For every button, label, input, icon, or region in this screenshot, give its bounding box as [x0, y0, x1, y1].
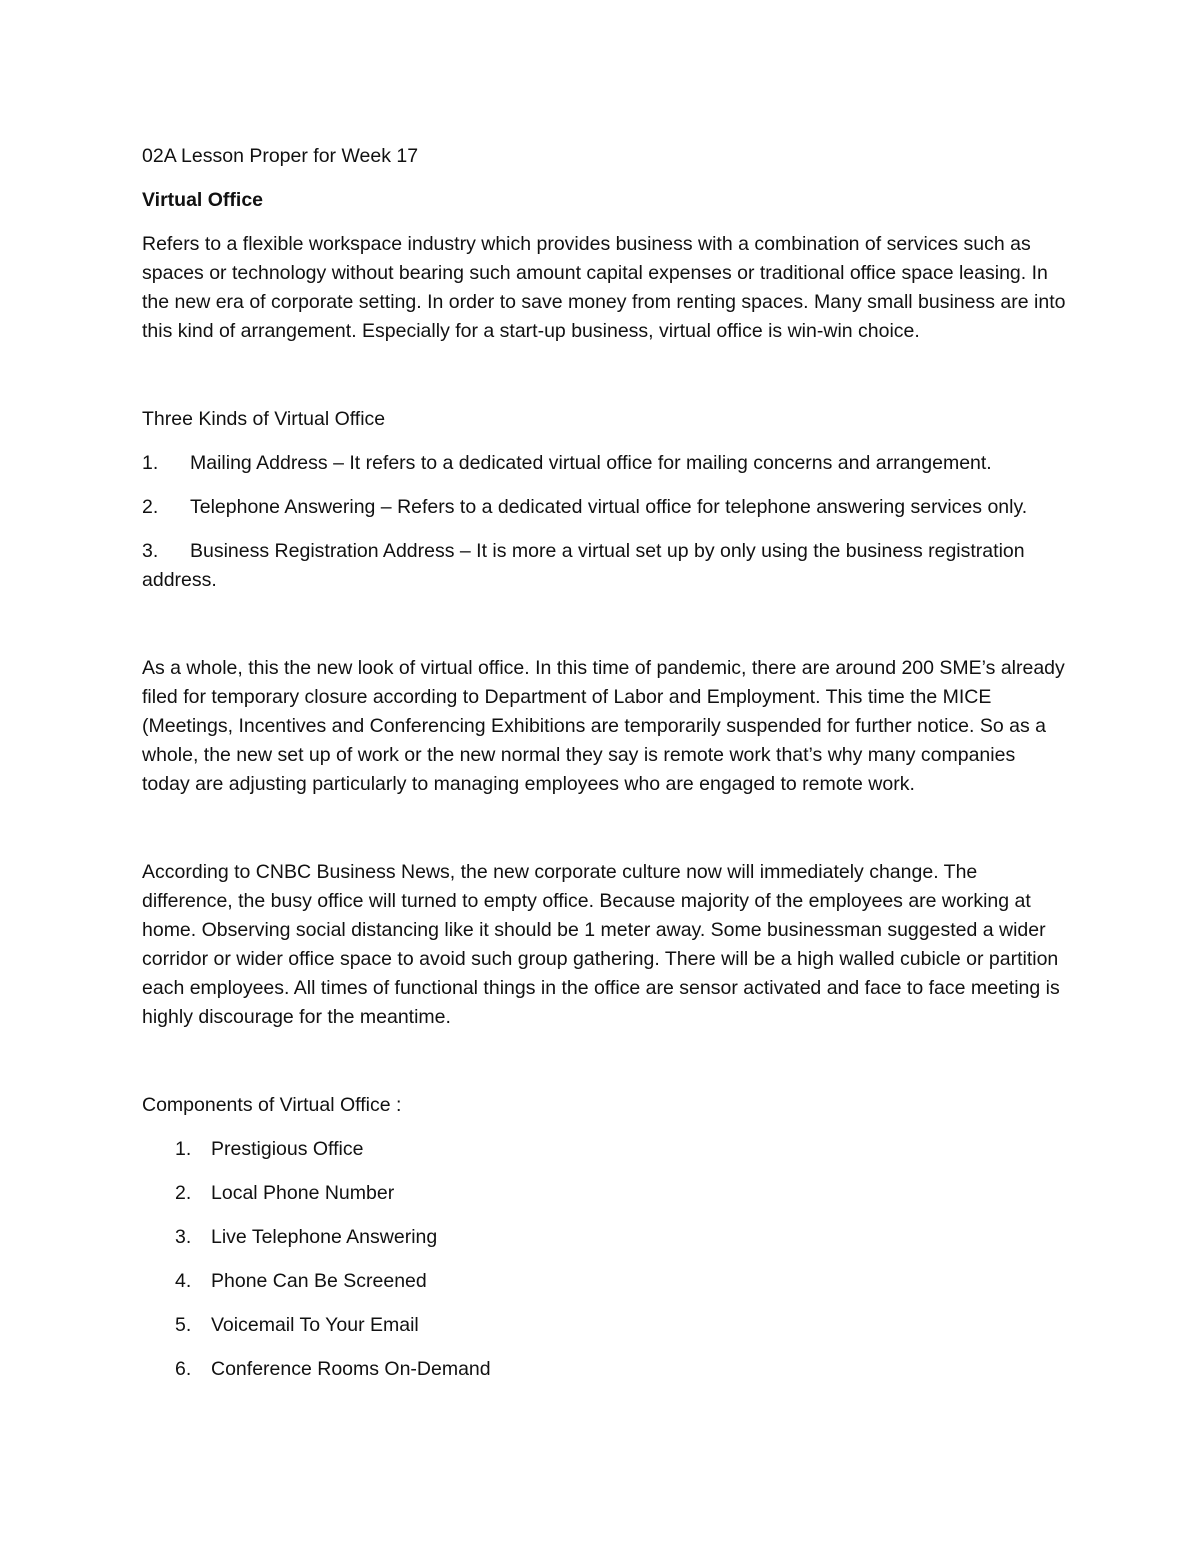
list-item [175, 1267, 1067, 1296]
list-item [142, 537, 1067, 595]
list-item [175, 1179, 1067, 1208]
list-number: 1. [175, 1138, 192, 1160]
spacer [142, 610, 1067, 654]
section-heading: Virtual Office [142, 189, 264, 211]
list-text: Phone Can Be Screened [211, 1270, 427, 1292]
list-text: Conference Rooms On-Demand [211, 1358, 491, 1380]
list-text: Live Telephone Answering [211, 1226, 438, 1248]
list-item [142, 449, 1067, 478]
list-number: 6. [175, 1358, 192, 1380]
document-title: 02A Lesson Proper for Week 17 [142, 145, 419, 167]
list-number: 2. [175, 1182, 192, 1204]
list-number: 3. [142, 540, 159, 562]
list-number: 4. [175, 1270, 192, 1292]
list-text: Business Registration Address – It is more a virtual set up by only using the business registration address. [142, 540, 1025, 591]
list-number: 2. [142, 496, 159, 518]
list-text: Prestigious Office [211, 1138, 364, 1160]
list-text: Voicemail To Your Email [211, 1314, 419, 1336]
spacer [142, 1047, 1067, 1091]
list-item [175, 1223, 1067, 1252]
list-item [142, 493, 1067, 522]
list-text: Local Phone Number [211, 1182, 395, 1204]
intro-paragraph: Refers to a flexible workspace industry which provides business with a combination of services such as spaces or technology without bearing such amount capital expenses or traditional office space leasing. In the new era of corporate setting. In order to save money from renting spaces. Many small business are into this kind of arrangement. Especially for a start-up business, virtual office is win-win choice. [142, 233, 1066, 342]
spacer [142, 361, 1067, 405]
list-text: Telephone Answering – Refers to a dedicated virtual office for telephone answering services only. [190, 496, 1028, 518]
spacer [142, 814, 1067, 858]
list-number: 3. [175, 1226, 192, 1248]
list-item [175, 1135, 1067, 1164]
document-body [142, 142, 1067, 1399]
list-number: 5. [175, 1314, 192, 1336]
list-number: 1. [142, 452, 159, 474]
cnbc-paragraph: According to CNBC Business News, the new corporate culture now will immediately change. The difference, the busy office will turned to empty office. Because majority of the employees are working at home. Observing social distancing like it should be 1 meter away. Some businessman suggested a wider corridor or wider office space to avoid such group gathering. There will be a high walled cubicle or partition each employees. All times of functional things in the office are sensor activated and face to face meeting is highly discourage for the meantime. [142, 861, 1060, 1028]
kinds-heading: Three Kinds of Virtual Office [142, 408, 386, 430]
components-heading: Components of Virtual Office : [142, 1094, 402, 1116]
list-text: Mailing Address – It refers to a dedicated virtual office for mailing concerns and arrangement. [190, 452, 992, 474]
list-item [175, 1311, 1067, 1340]
list-item [175, 1355, 1067, 1384]
pandemic-paragraph: As a whole, this the new look of virtual office. In this time of pandemic, there are around 200 SME’s already filed for temporary closure according to Department of Labor and Employment. This time the MICE (Meetings, Incentives and Conferencing Exhibitions are temporarily suspended for further notice. So as a whole, the new set up of work or the new normal they say is remote work that’s why many companies today are adjusting particularly to managing employees who are engaged to remote work. [142, 657, 1065, 795]
